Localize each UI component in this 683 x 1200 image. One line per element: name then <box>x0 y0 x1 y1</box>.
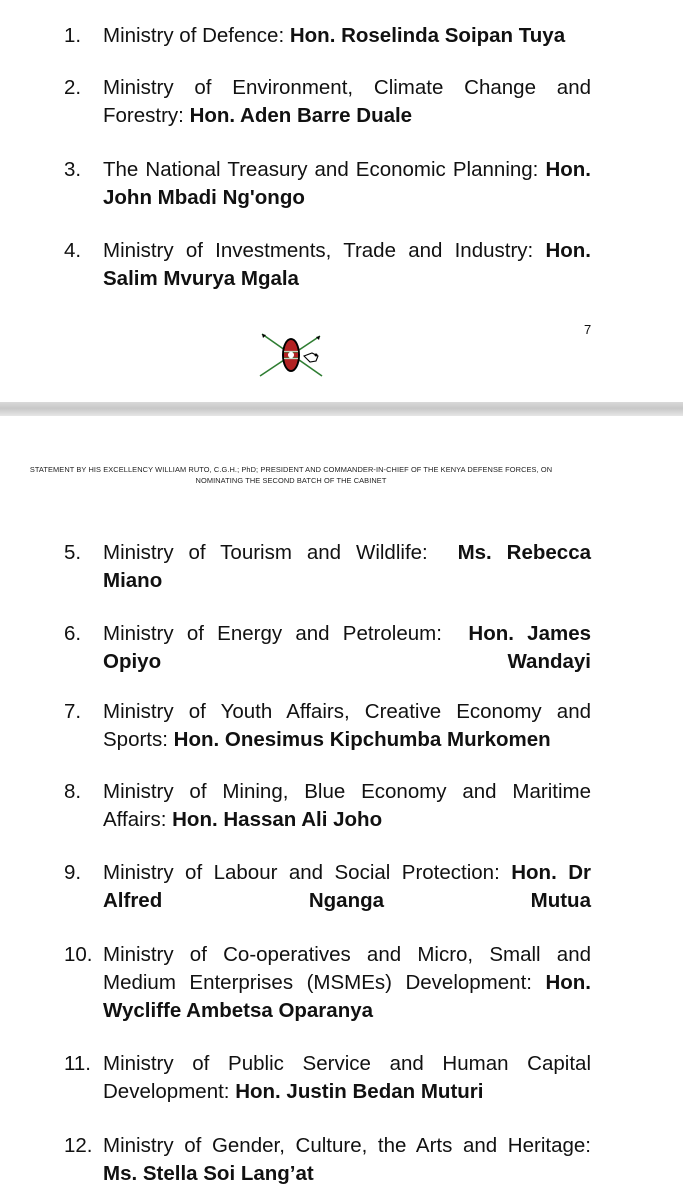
ministry-name: Ministry of Environment, Climate Change and Forestry: <box>103 76 591 127</box>
header-line: NOMINATING THE SECOND BATCH OF THE CABINET <box>195 476 387 485</box>
item-number: 10. <box>64 943 93 966</box>
ministry-name: Ministry of Gender, Culture, the Arts and Heritage: <box>103 1134 591 1157</box>
nominee-name: Hon. Wycliffe Ambetsa Oparanya <box>103 971 591 1022</box>
ministry-name: Ministry of Co-operatives and Micro, Small and Medium Enterprises (MSMEs) Development: <box>103 943 591 994</box>
item-text <box>103 539 591 595</box>
ministry-name: Ministry of Energy and Petroleum: <box>103 622 469 645</box>
item-text <box>103 156 591 212</box>
item-number: 12. <box>64 1134 93 1157</box>
item-text <box>103 941 591 1025</box>
ministry-name: Ministry of Tourism and Wildlife: <box>103 541 458 564</box>
nominee-name: Ms. Rebecca Miano <box>103 541 592 592</box>
item-number: 9. <box>64 861 82 884</box>
item-text <box>103 74 591 130</box>
document-page-7 <box>0 0 683 402</box>
item-number: 11. <box>64 1052 91 1075</box>
item-text <box>103 859 591 915</box>
header-line: STATEMENT BY HIS EXCELLENCY WILLIAM RUTO, C.G.H.; PhD; PRESIDENT AND COMMANDER-IN-CHIEF OF THE KENYA DEFENSE FORCES, ON <box>29 465 553 474</box>
item-number: 8. <box>64 780 82 803</box>
item-number: 4. <box>64 239 82 262</box>
nominee-name: Hon. Hassan Ali Joho <box>172 808 383 831</box>
ministry-name: Ministry of Defence: <box>103 24 290 47</box>
ministry-name: Ministry of Public Service and Human Capital Development: <box>103 1052 591 1103</box>
item-text <box>103 620 591 676</box>
nominee-name: Hon. John Mbadi Ng'ongo <box>103 158 591 209</box>
item-text <box>103 778 591 834</box>
page-header <box>6 464 576 486</box>
nominee-name: Hon. Justin Bedan Muturi <box>235 1080 484 1103</box>
ministry-name: Ministry of Mining, Blue Economy and Maritime Affairs: <box>103 780 591 831</box>
item-text <box>103 1132 591 1188</box>
kenya-coat-of-arms-icon <box>256 332 328 378</box>
ministry-name: The National Treasury and Economic Planning: <box>103 158 546 181</box>
item-text <box>103 22 591 50</box>
nominee-name: Hon. Dr Alfred Nganga Mutua <box>103 861 591 912</box>
item-text <box>103 237 591 293</box>
item-number: 3. <box>64 158 82 181</box>
nominee-name: Hon. Aden Barre Duale <box>189 104 413 127</box>
item-number: 1. <box>64 24 82 47</box>
ministry-name: Ministry of Youth Affairs, Creative Economy and Sports: <box>103 700 591 751</box>
item-text <box>103 698 591 754</box>
nominee-name: Ms. Stella Soi Lang’at <box>103 1162 314 1185</box>
ministry-name: Ministry of Investments, Trade and Industry: <box>103 239 546 262</box>
nominee-name: Hon. James Opiyo Wandayi <box>103 622 591 673</box>
nominee-name: Hon. Onesimus Kipchumba Murkomen <box>173 728 551 751</box>
item-number: 5. <box>64 541 82 564</box>
ministry-name: Ministry of Labour and Social Protection: <box>103 861 512 884</box>
item-number: 7. <box>64 700 82 723</box>
nominee-name: Hon. Salim Mvurya Mgala <box>103 239 591 290</box>
nominee-name: Hon. Roselinda Soipan Tuya <box>289 24 566 47</box>
item-number: 6. <box>64 622 82 645</box>
item-text <box>103 1050 591 1106</box>
page-separator <box>0 402 683 416</box>
item-number: 2. <box>64 76 82 99</box>
page-number: 7 <box>584 322 592 337</box>
